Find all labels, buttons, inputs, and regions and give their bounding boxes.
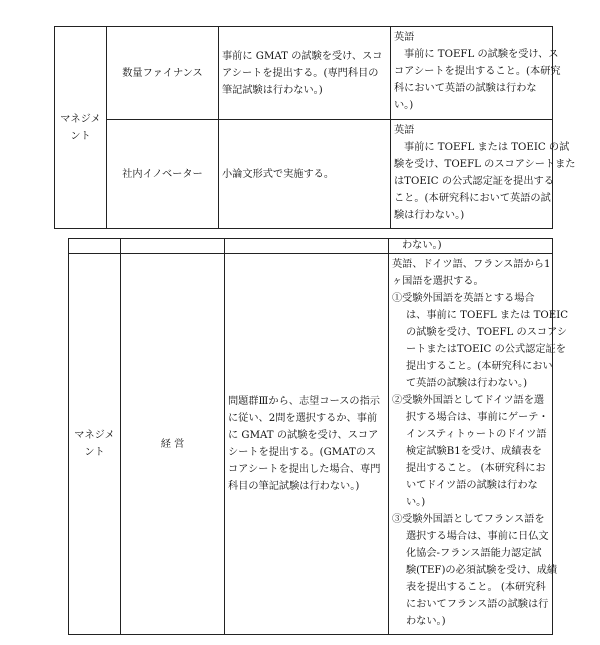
specialty-cell [225,254,389,635]
option-line: 験(TEF)の必須試験を受け、成績 [406,565,558,576]
category-cell [69,254,121,635]
option-line: 提出すること。 (本研究科にお [406,463,546,474]
course-cell [121,254,225,635]
language-cell [389,254,569,635]
option-line: の試験を受け、TOEFL のスコアシ [406,327,568,338]
language-heading: 英語 [394,32,415,43]
option-first-line: ①受験外国語を英語とする場合 [392,293,535,304]
option-line: わない。) [406,616,446,627]
language-line: い。) [394,100,414,111]
course-cell [107,120,219,229]
option-line: い。) [406,497,426,508]
table-row [55,120,553,229]
language-cell [391,27,561,120]
option-line: ートまたはTOEIC の公式認定証を [406,344,566,355]
option-line: て英語の試験は行わない。) [406,378,528,389]
option-first-line: ②受験外国語としてドイツ語を選 [392,395,545,406]
course-cell [107,27,219,120]
specialty-text: 小論文形式で実施する。 [222,168,335,180]
course-label: 数量ファイナンス [122,67,203,79]
option-line: 化協会-フランス語能力認定試 [406,548,542,559]
option-line: は、事前に TOEFL または TOEIC [406,310,569,321]
language-line: 事前に TOEFL の試験を受け、ス [404,49,559,60]
option-line: インスティトゥートのドイツ語 [406,429,547,440]
specialty-cell [219,27,391,120]
specialty-text: 問題群Ⅲから、志望コースの指示に従い、2問を選択するか、事前に GMAT の試験を受け、スコアシートを提出する。(GMATのスコアシートを提出した場合、専門科目の筆記試験は行わない。) [228,396,381,492]
language-line: はTOEIC の公式認定証を提出する [394,176,554,188]
language-cell [391,120,576,229]
language-line: 科において英語の試験は行わな [394,83,537,94]
option-line: 提出すること。(本研究科におい [406,361,553,372]
category-label: マネジメント [60,113,101,142]
category-label: マネジメント [74,430,115,458]
continuation-text: わない。) [402,240,442,251]
language-line: 験は行わない。) [394,210,465,222]
table-row [69,239,553,254]
continuation-cell [389,239,553,254]
table-row [69,254,553,635]
top-table [54,26,576,229]
language-intro-line: ヶ国語を選択する。 [392,276,484,287]
bottom-table [68,238,569,635]
option-line: いてドイツ語の試験は行わな [406,480,538,491]
language-intro-line: 英語、ドイツ語、フランス語から1 [392,259,551,270]
option-line: 検定試験B1を受け、成績表を [406,446,542,457]
language-heading: 英語 [394,125,415,137]
course-label: 社内イノベーター [122,168,203,180]
table-row [55,27,553,120]
category-cell [55,27,107,229]
course-label: 経 営 [160,438,185,450]
language-line: コアシートを提出すること。(本研究 [394,66,561,77]
language-line: こと。(本研究科において英語の試 [394,193,551,205]
option-line: においてフランス語の試験は行 [406,599,549,610]
specialty-cell [219,120,391,229]
option-first-line: ③受験外国語としてフランス語を [392,514,545,525]
language-line: 験を受け、TOEFL のスコアシートまた [394,159,576,171]
specialty-text: 事前に GMAT の試験を受け、スコアシートを提出する。(専門科目の筆記試験は行わない。) [222,50,383,96]
language-line: 事前に TOEFL または TOEIC の試 [404,142,570,154]
option-line: 表を提出すること。 (本研究科 [406,582,546,593]
option-line: 択する場合は、事前にゲーテ・ [406,412,549,423]
option-line: 選択する場合は、事前に日仏文 [406,531,549,542]
